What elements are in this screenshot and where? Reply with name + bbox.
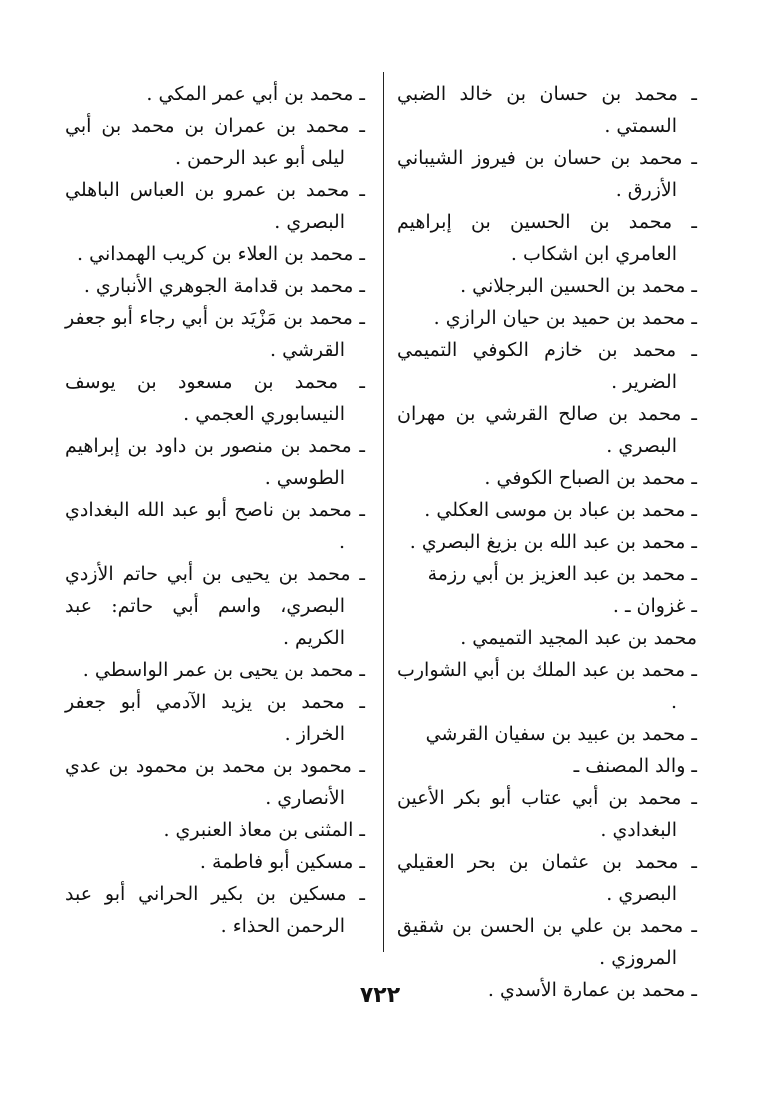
list-item: ـ محمد بن منصور بن داود بن إبراهيم الطوسي . [65, 435, 365, 489]
list-item: ـ محمد بن عمران بن محمد بن أبي ليلى أبو عبد الرحمن . [65, 115, 365, 169]
page-number: ٧٢٢ [359, 983, 401, 1008]
list-item: ـ محمد بن عبد العزيز بن أبي رزمة [427, 563, 697, 585]
list-item: ـ محمد بن حسان بن خالد الضبي السمتي . [397, 83, 697, 137]
list-item: ـ محمد بن مسعود بن يوسف النيسابوري العجمي . [65, 371, 365, 425]
list-item: ـ محمد بن عبيد بن سفيان القرشي [425, 723, 697, 745]
list-item: ـ محمد بن أبي عتاب أبو بكر الأعين البغدادي . [397, 787, 697, 841]
list-item: ـ والد المصنف ـ [573, 755, 697, 777]
list-item: محمد بن عبد المجيد التميمي . [460, 627, 697, 649]
list-item: ـ محمد بن الصباح الكوفي . [484, 467, 697, 489]
list-item: ـ محمد بن أبي عمر المكي . [146, 83, 365, 105]
list-item: ـ محمد بن حسان بن فيروز الشيباني الأزرق . [397, 147, 697, 201]
list-item: ـ محمد بن عباد بن موسى العكلي . [424, 499, 697, 521]
list-item: ـ محمد بن يحيى بن أبي حاتم الأزدي البصري، واسم أبي حاتم: عبد الكريم . [65, 563, 365, 649]
list-item: ـ محمد بن حميد بن حيان الرازي . [433, 307, 697, 329]
list-item: ـ محمد بن الحسين بن إبراهيم العامري ابن اشكاب . [397, 211, 697, 265]
list-item: ـ محمد بن خازم الكوفي التميمي الضرير . [397, 339, 697, 393]
list-item: ـ المثنى بن معاذ العنبري . [163, 819, 365, 841]
column-divider [383, 72, 384, 952]
list-item: ـ محمد بن علي بن الحسن بن شقيق المروزي . [397, 915, 697, 969]
list-item: ـ محمد بن عبد الله بن بزيغ البصري . [409, 531, 697, 553]
list-item: ـ محمد بن يزيد الآدمي أبو جعفر الخراز . [65, 691, 365, 745]
list-item: ـ محمد بن الحسين البرجلاني . [460, 275, 697, 297]
list-item: ـ محمد بن عمارة الأسدي . [487, 979, 697, 1001]
list-item: ـ مسكين بن بكير الحراني أبو عبد الرحمن الحذاء . [65, 883, 365, 937]
left-column [65, 78, 365, 942]
list-item: ـ محمد بن يحيى بن عمر الواسطي . [82, 659, 365, 681]
list-item: ـ محمد بن مَزْيَد بن أبي رجاء أبو جعفر القرشي . [65, 307, 365, 361]
list-item: ـ محمد بن العلاء بن كريب الهمداني . [77, 243, 365, 265]
list-item: ـ محمد بن عثمان بن بحر العقيلي البصري . [397, 851, 697, 905]
list-item: ـ مسكين أبو فاطمة . [199, 851, 365, 873]
list-item: ـ محمد بن عمرو بن العباس الباهلي البصري . [65, 179, 365, 233]
list-item: ـ محمد بن ناصح أبو عبد الله البغدادي . [65, 499, 365, 553]
list-item: ـ محمود بن محمد بن محمود بن عدي الأنصاري . [65, 755, 365, 809]
list-item: ـ محمد بن صالح القرشي بن مهران البصري . [397, 403, 697, 457]
list-item: ـ غزوان ـ . [612, 595, 697, 617]
right-column [397, 78, 697, 1006]
list-item: ـ محمد بن عبد الملك بن أبي الشوارب . [397, 659, 697, 713]
list-item: ـ محمد بن قدامة الجوهري الأنباري . [83, 275, 365, 297]
